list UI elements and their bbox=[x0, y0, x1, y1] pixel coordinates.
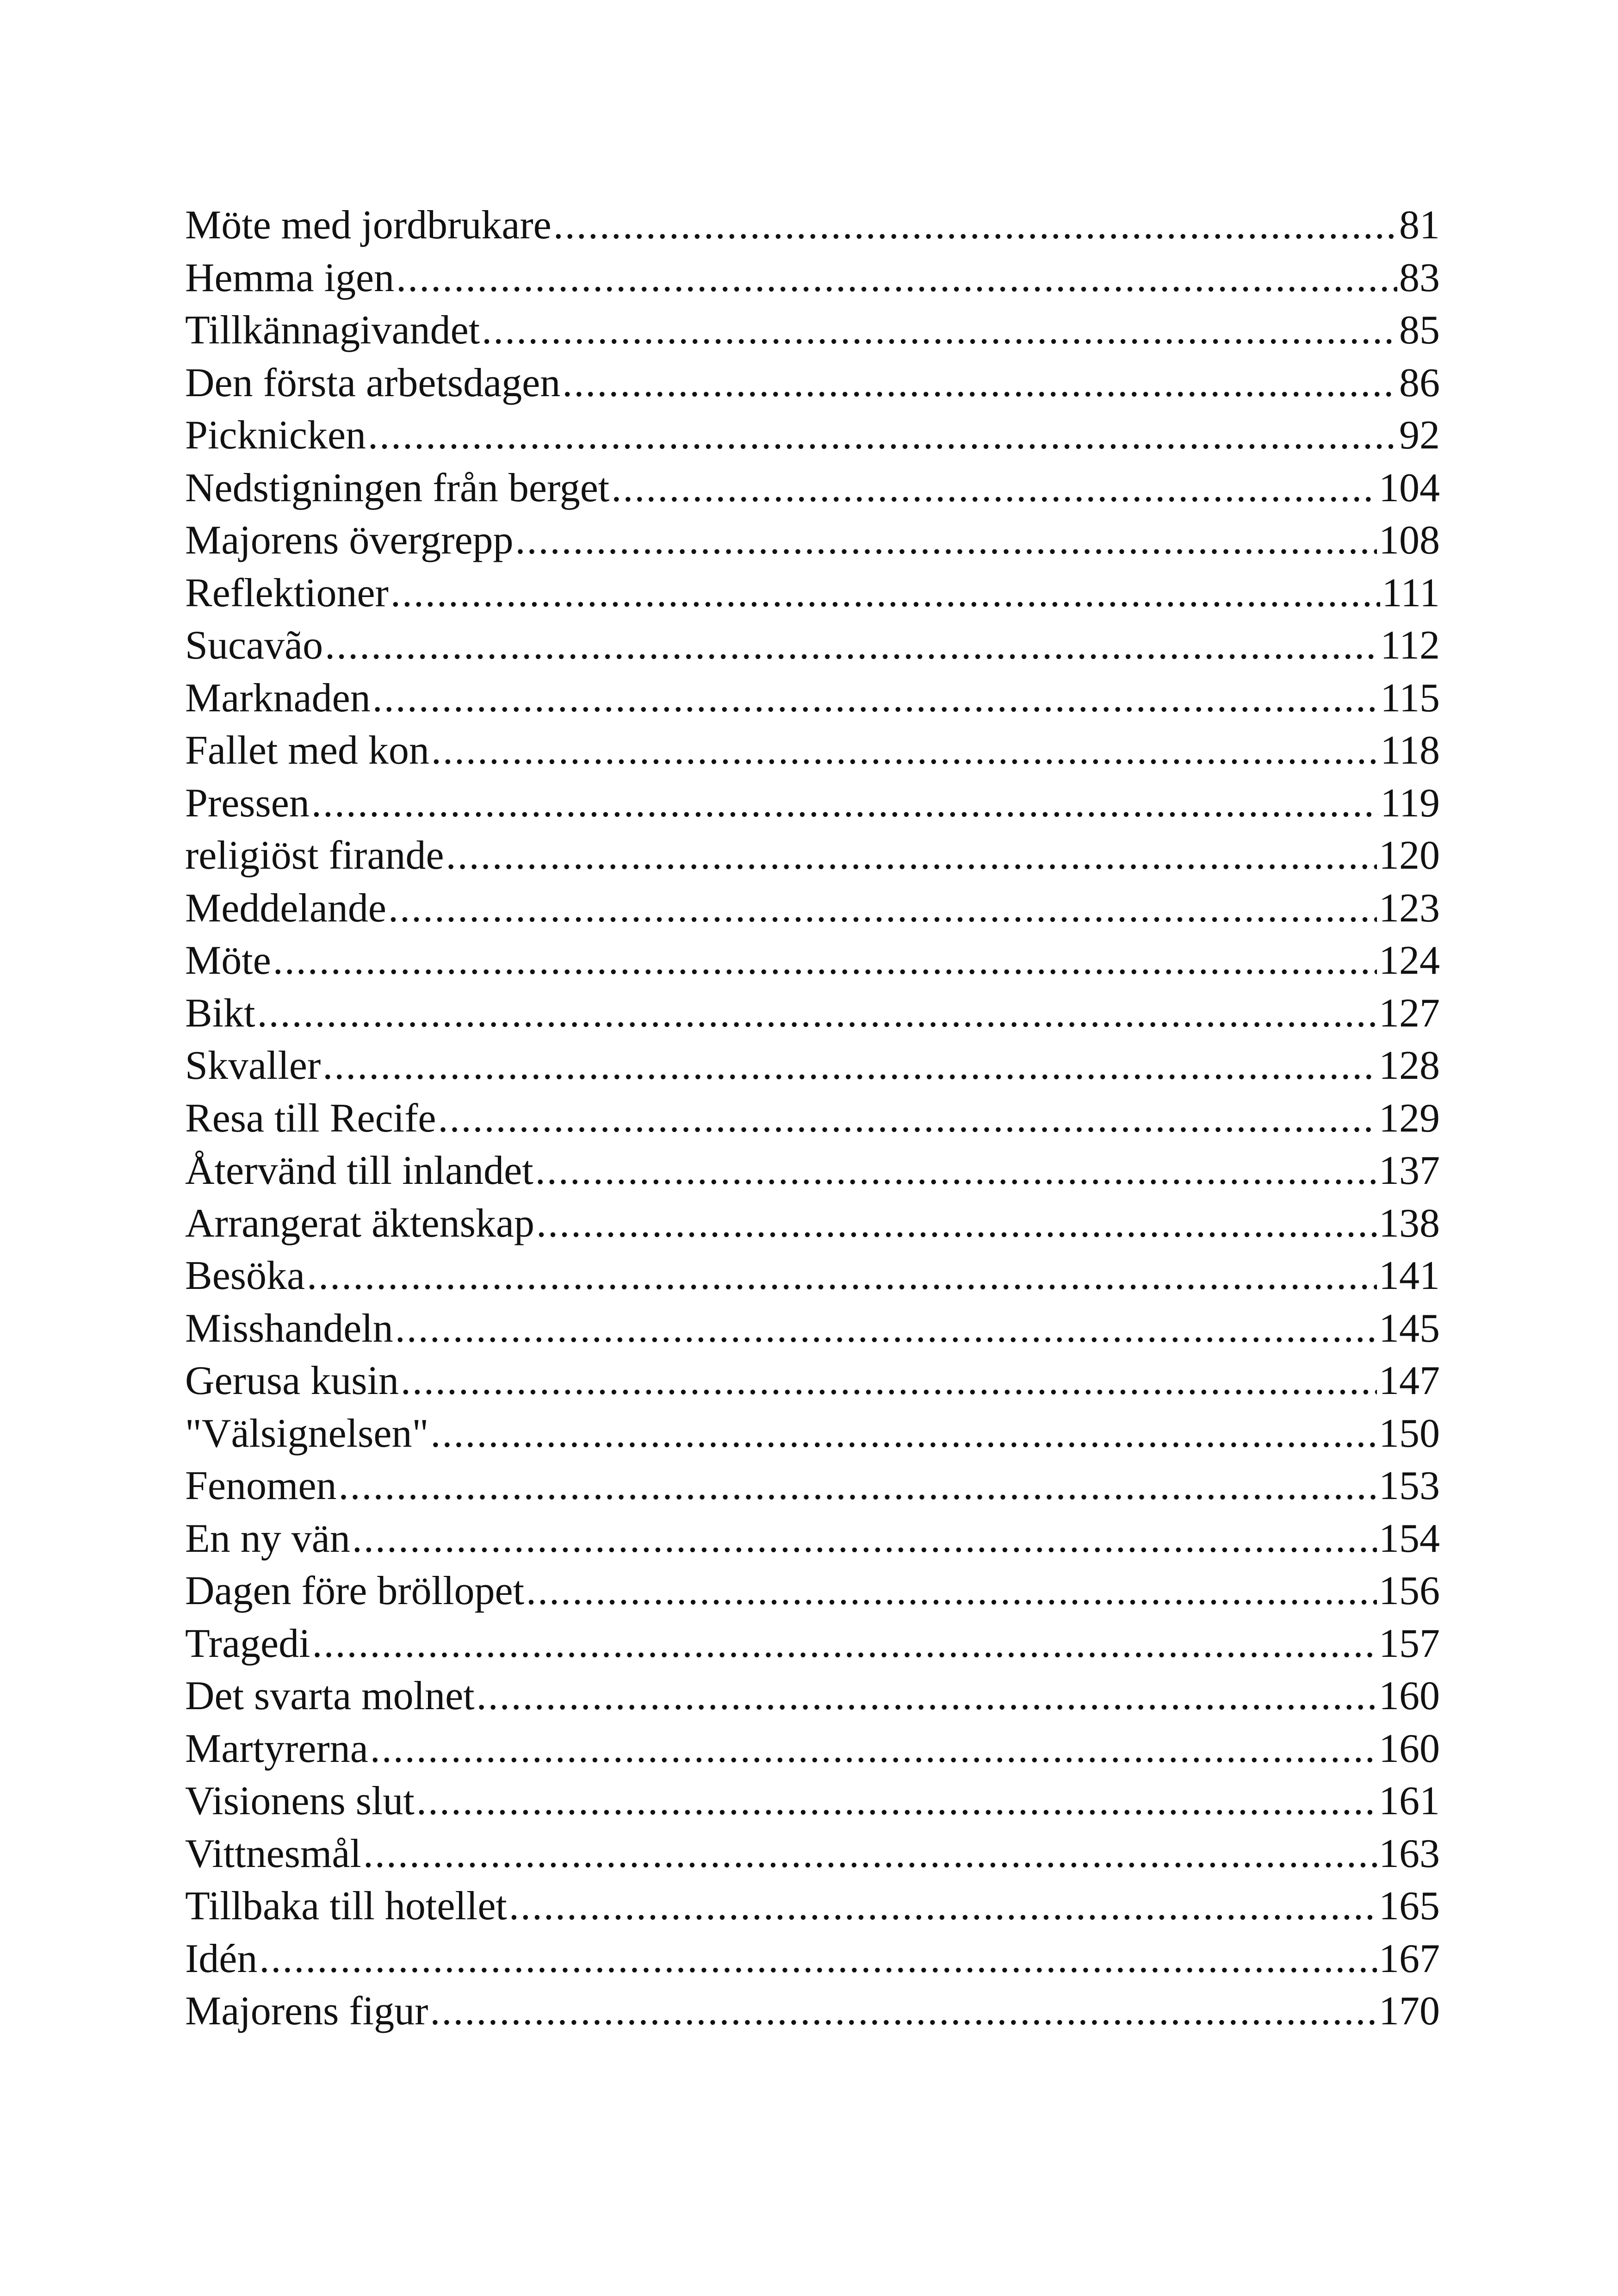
entry-title: Den första arbetsdagen bbox=[185, 360, 561, 405]
entry-page-number: 145 bbox=[1379, 1306, 1440, 1351]
dot-leader bbox=[322, 1039, 1377, 1092]
entry-title: Martyrerna bbox=[185, 1726, 368, 1771]
entry-title: Besöka bbox=[185, 1253, 305, 1298]
entry-title: religiöst firande bbox=[185, 833, 444, 878]
toc-entry bbox=[185, 882, 1440, 935]
dot-leader bbox=[536, 1197, 1377, 1250]
toc-entry bbox=[185, 829, 1440, 882]
toc-entry bbox=[185, 1670, 1440, 1723]
toc-entry bbox=[185, 199, 1440, 252]
toc-entry bbox=[185, 1407, 1440, 1460]
toc-entry bbox=[185, 1092, 1440, 1145]
entry-page-number: 118 bbox=[1380, 728, 1440, 773]
dot-leader bbox=[339, 1460, 1377, 1512]
toc-entry bbox=[185, 777, 1440, 830]
entry-page-number: 161 bbox=[1379, 1779, 1440, 1823]
toc-entry bbox=[185, 1775, 1440, 1828]
dot-leader bbox=[438, 1092, 1377, 1145]
dot-leader bbox=[430, 1985, 1377, 2038]
toc-entry bbox=[185, 1197, 1440, 1250]
entry-title: Meddelande bbox=[185, 885, 386, 931]
entry-title: Gerusa kusin bbox=[185, 1358, 399, 1403]
entry-page-number: 167 bbox=[1379, 1936, 1440, 1981]
entry-page-number: 163 bbox=[1379, 1831, 1440, 1876]
toc-entry bbox=[185, 1828, 1440, 1880]
entry-page-number: 108 bbox=[1379, 518, 1440, 563]
entry-page-number: 115 bbox=[1380, 675, 1440, 721]
dot-leader bbox=[370, 1723, 1377, 1775]
toc-entry bbox=[185, 1512, 1440, 1565]
entry-page-number: 160 bbox=[1379, 1674, 1440, 1718]
dot-leader bbox=[257, 987, 1377, 1040]
dot-leader bbox=[526, 1565, 1377, 1618]
entry-page-number: 150 bbox=[1379, 1411, 1440, 1456]
entry-page-number: 138 bbox=[1379, 1201, 1440, 1246]
entry-title: Misshandeln bbox=[185, 1306, 393, 1351]
entry-title: Nedstigningen från berget bbox=[185, 465, 610, 510]
dot-leader bbox=[363, 1828, 1377, 1880]
entry-title: Sucavão bbox=[185, 623, 323, 668]
entry-page-number: 85 bbox=[1399, 308, 1440, 353]
toc-entry bbox=[185, 987, 1440, 1040]
entry-page-number: 123 bbox=[1379, 885, 1440, 931]
entry-title: Tillkännagivandet bbox=[185, 308, 480, 353]
entry-title: Resa till Recife bbox=[185, 1095, 436, 1141]
entry-page-number: 157 bbox=[1379, 1621, 1440, 1666]
dot-leader bbox=[395, 1302, 1377, 1355]
entry-title: Fallet med kon bbox=[185, 728, 429, 773]
entry-page-number: 147 bbox=[1379, 1358, 1440, 1403]
entry-title: Tillbaka till hotellet bbox=[185, 1884, 507, 1929]
entry-title: Reflektioner bbox=[185, 570, 389, 616]
dot-leader bbox=[372, 672, 1379, 725]
entry-title: Tragedi bbox=[185, 1621, 310, 1666]
entry-title: Majorens figur bbox=[185, 1989, 428, 2034]
entry-page-number: 119 bbox=[1380, 780, 1440, 826]
entry-page-number: 153 bbox=[1379, 1463, 1440, 1508]
entry-page-number: 81 bbox=[1399, 203, 1440, 248]
entry-title: Hemma igen bbox=[185, 255, 395, 300]
entry-title: Möte bbox=[185, 938, 271, 983]
entry-title: Återvänd till inlandet bbox=[185, 1148, 533, 1193]
entry-title: En ny vän bbox=[185, 1516, 350, 1561]
dot-leader bbox=[431, 724, 1378, 777]
toc-entry bbox=[185, 1985, 1440, 2038]
entry-page-number: 141 bbox=[1379, 1253, 1440, 1298]
toc-entry bbox=[185, 1933, 1440, 1985]
dot-leader bbox=[401, 1355, 1377, 1407]
entry-page-number: 137 bbox=[1379, 1148, 1440, 1193]
entry-page-number: 128 bbox=[1379, 1043, 1440, 1088]
entry-page-number: 129 bbox=[1379, 1095, 1440, 1141]
entry-title: Fenomen bbox=[185, 1463, 337, 1508]
dot-leader bbox=[553, 199, 1397, 252]
entry-page-number: 160 bbox=[1379, 1726, 1440, 1771]
entry-page-number: 156 bbox=[1379, 1568, 1440, 1613]
dot-leader bbox=[352, 1512, 1377, 1565]
entry-title: Arrangerat äktenskap bbox=[185, 1201, 534, 1246]
entry-title: Majorens övergrepp bbox=[185, 518, 514, 563]
toc-entry bbox=[185, 409, 1440, 462]
entry-title: Möte med jordbrukare bbox=[185, 203, 552, 248]
toc-entry bbox=[185, 934, 1440, 987]
entry-title: Visionens slut bbox=[185, 1779, 415, 1823]
dot-leader bbox=[416, 1775, 1377, 1828]
dot-leader bbox=[535, 1145, 1377, 1197]
entry-title: Bikt bbox=[185, 990, 255, 1036]
dot-leader bbox=[259, 1933, 1377, 1985]
toc-entry bbox=[185, 1565, 1440, 1618]
entry-page-number: 83 bbox=[1399, 255, 1440, 300]
dot-leader bbox=[311, 777, 1378, 830]
toc-entry bbox=[185, 1355, 1440, 1407]
dot-leader bbox=[515, 514, 1377, 567]
toc-entry bbox=[185, 1880, 1440, 1933]
toc-entry bbox=[185, 462, 1440, 515]
entry-page-number: 170 bbox=[1379, 1989, 1440, 2034]
dot-leader bbox=[611, 462, 1377, 515]
dot-leader bbox=[368, 409, 1397, 462]
toc-entry bbox=[185, 672, 1440, 725]
entry-page-number: 154 bbox=[1379, 1516, 1440, 1561]
dot-leader bbox=[307, 1250, 1377, 1302]
dot-leader bbox=[273, 934, 1377, 987]
toc-entry bbox=[185, 619, 1440, 672]
dot-leader bbox=[396, 252, 1397, 305]
toc-entry bbox=[185, 1460, 1440, 1512]
dot-leader bbox=[482, 304, 1397, 357]
entry-title: Vittnesmål bbox=[185, 1831, 361, 1876]
entry-title: Pressen bbox=[185, 780, 310, 826]
entry-page-number: 124 bbox=[1379, 938, 1440, 983]
toc-entry bbox=[185, 252, 1440, 305]
dot-leader bbox=[509, 1880, 1377, 1933]
dot-leader bbox=[388, 882, 1377, 935]
entry-page-number: 86 bbox=[1399, 360, 1440, 405]
toc-entry bbox=[185, 514, 1440, 567]
entry-page-number: 120 bbox=[1379, 833, 1440, 878]
entry-page-number: 165 bbox=[1379, 1884, 1440, 1929]
entry-title: "Välsignelsen" bbox=[185, 1411, 429, 1456]
table-of-contents bbox=[185, 199, 1440, 2038]
entry-title: Det svarta molnet bbox=[185, 1674, 475, 1718]
dot-leader bbox=[325, 619, 1378, 672]
toc-entry bbox=[185, 1039, 1440, 1092]
entry-page-number: 92 bbox=[1399, 413, 1440, 458]
toc-entry bbox=[185, 1302, 1440, 1355]
dot-leader bbox=[430, 1407, 1377, 1460]
entry-page-number: 112 bbox=[1380, 623, 1440, 668]
dot-leader bbox=[391, 567, 1380, 620]
toc-entry bbox=[185, 1723, 1440, 1775]
dot-leader bbox=[312, 1618, 1377, 1670]
toc-entry bbox=[185, 304, 1440, 357]
toc-entry bbox=[185, 357, 1440, 410]
dot-leader bbox=[477, 1670, 1377, 1723]
dot-leader bbox=[446, 829, 1377, 882]
entry-page-number: 104 bbox=[1379, 465, 1440, 510]
dot-leader bbox=[562, 357, 1397, 410]
toc-entry bbox=[185, 724, 1440, 777]
entry-page-number: 127 bbox=[1379, 990, 1440, 1036]
entry-title: Skvaller bbox=[185, 1043, 321, 1088]
toc-entry bbox=[185, 567, 1440, 620]
entry-title: Idén bbox=[185, 1936, 258, 1981]
toc-entry bbox=[185, 1145, 1440, 1197]
entry-title: Marknaden bbox=[185, 675, 371, 721]
toc-entry bbox=[185, 1250, 1440, 1302]
entry-page-number: 111 bbox=[1382, 570, 1440, 616]
entry-title: Dagen före bröllopet bbox=[185, 1568, 525, 1613]
toc-entry bbox=[185, 1618, 1440, 1670]
entry-title: Picknicken bbox=[185, 413, 366, 458]
